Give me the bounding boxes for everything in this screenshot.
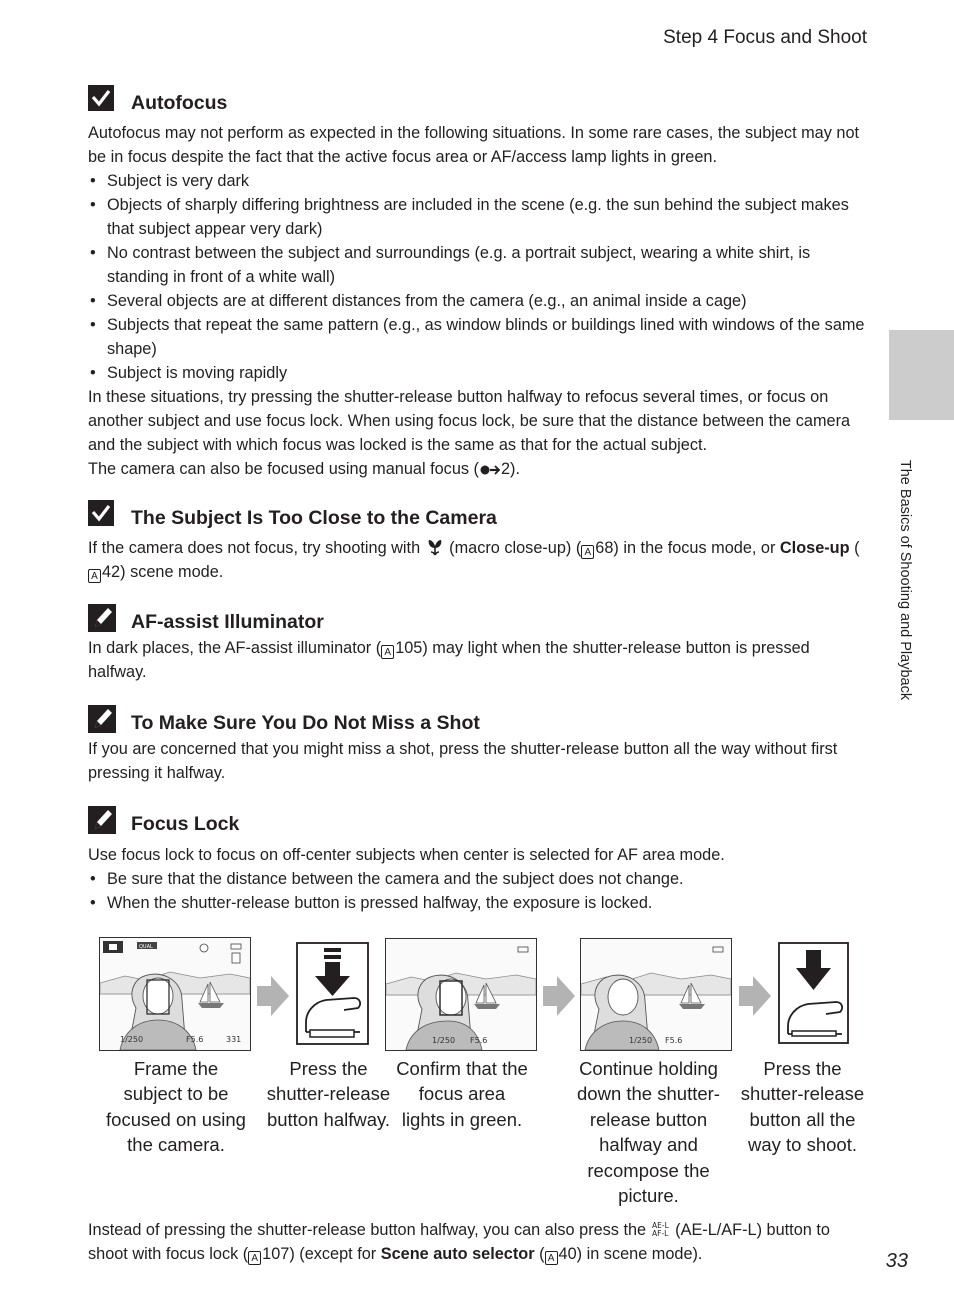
aperture-readout: F5.6 [470,1036,488,1045]
autofocus-section [88,85,868,481]
step4-caption: Continue holding down the shutter-release button halfway and recompose the picture. [577,1058,720,1207]
caution-check-icon [88,85,114,111]
shutter-half-press-icon [296,942,369,1045]
autofocus-bullets [88,169,868,385]
step5-caption: Press the shutter-release button all the way to shoot. [740,1058,865,1156]
ae-l-af-l-button-icon [651,1220,671,1238]
page-number: 33 [885,1250,908,1272]
af-assist-section [88,604,868,684]
list-item: • Subject is very dark [88,169,868,193]
step-arrow-icon [543,976,575,1016]
too-close-title: The Subject Is Too Close to the Camera [131,507,497,529]
caution-check-icon [88,500,114,526]
step3-monitor-image [385,938,537,1051]
list-item: • Be sure that the distance between the camera and the subject does not change. [88,867,868,891]
autofocus-outro: In these situations, try pressing the shutter-release button halfway to refocus several times, or focus on another subject and use focus lock. When using focus lock, be sure that the distance between the camera and the subject with which focus was locked is the same as that for the actual subject. [88,388,851,454]
step-arrow-icon [739,976,771,1016]
section-tab [889,330,954,420]
list-item: • Subject is moving rapidly [88,361,868,385]
focus-lock-section [88,806,868,915]
note-pencil-icon [88,705,116,733]
miss-shot-section [88,705,868,785]
focus-lock-bullets [88,867,868,915]
step-arrow-icon [257,976,289,1016]
step3-caption: Confirm that the focus area lights in green. [396,1058,528,1130]
shutter-readout: 1/250 [120,1035,144,1044]
note-pencil-icon [88,604,116,632]
side-tab-label: The Basics of Shooting and Playback [897,459,913,701]
quality-readout: QUAL [139,944,153,950]
miss-shot-text: If you are concerned that you might miss a shot, press the shutter-release button all the way without first pressing it halfway. [88,740,838,782]
page-reference-icon: A [581,545,594,559]
page-reference-icon: A [381,645,394,659]
portrait-scene-image [386,939,536,1050]
page-reference-icon: A [88,569,101,583]
step1-monitor-image [99,937,251,1051]
af-assist-text: In dark places, the AF-assist illuminator ( A 105) may light when the shutter-release button is pressed halfway. [88,639,810,681]
page-reference-icon: A [248,1251,261,1265]
miss-shot-title: To Make Sure You Do Not Miss a Shot [131,712,480,734]
af-assist-title: AF-assist Illuminator [131,611,324,633]
shutter-readout: 1/250 [432,1036,456,1045]
running-header: Step 4 Focus and Shoot [663,27,867,48]
too-close-section [88,500,868,584]
list-item: • No contrast between the subject and surroundings (e.g. a portrait subject, wearing a white shirt, is standing in front of a white wall) [88,241,868,289]
list-item: • When the shutter-release button is pressed halfway, the exposure is locked. [88,891,868,915]
aperture-readout: F5.6 [665,1036,683,1045]
autofocus-title: Autofocus [131,92,228,114]
autofocus-manual-note: The camera can also be focused using manual focus ( 2). [88,460,520,478]
list-item: • Several objects are at different distances from the camera (e.g., an animal inside a cage) [88,289,868,313]
step1-caption: Frame the subject to be focused on using the camera. [106,1058,246,1156]
svg-text:AE-L: AE-L [651,1221,669,1230]
list-item: • Subjects that repeat the same pattern (e.g., as window blinds or buildings lined with windows of the same shape) [88,313,868,361]
macro-flower-icon [425,538,445,556]
list-item: • Objects of sharply differing brightness are included in the scene (e.g. the sun behind the subject makes that subject appear very dark) [88,193,868,241]
shutter-readout: 1/250 [629,1036,653,1045]
focus-lock-intro: Use focus lock to focus on off-center subjects when center is selected for AF area mode. [88,846,725,864]
focus-lock-title: Focus Lock [131,813,240,835]
note-pencil-icon [88,806,116,834]
portrait-scene-image [100,938,250,1050]
reference-section-icon [479,463,501,477]
step2-caption: Press the shutter-release button halfway. [266,1058,391,1130]
too-close-text: If the camera does not focus, try shooting with (macro close-up) ( A 68) in the focus mode, or Close-up (A 42) scene mode. [88,539,860,582]
page-reference-icon: A [545,1251,558,1265]
autofocus-intro: Autofocus may not perform as expected in the following situations. In some rare cases, the subject may not be in focus despite the fact that the active focus area or AF/access lamp lights in green. [88,124,860,166]
shots-remaining-readout: 331 [226,1035,242,1044]
aperture-readout: F5.6 [186,1035,204,1044]
shutter-full-press-icon [778,942,849,1044]
ael-afl-note: Instead of pressing the shutter-release button halfway, you can also press the AE-L AF-L (AE-L/AF-L) button to shoot with focus lock ( A 107) (except for Scene auto selector ( A 40) in scene mode). [88,1221,830,1264]
portrait-scene-image [581,939,731,1050]
svg-text:AF-L: AF-L [651,1229,668,1238]
step4-monitor-image [580,938,732,1051]
